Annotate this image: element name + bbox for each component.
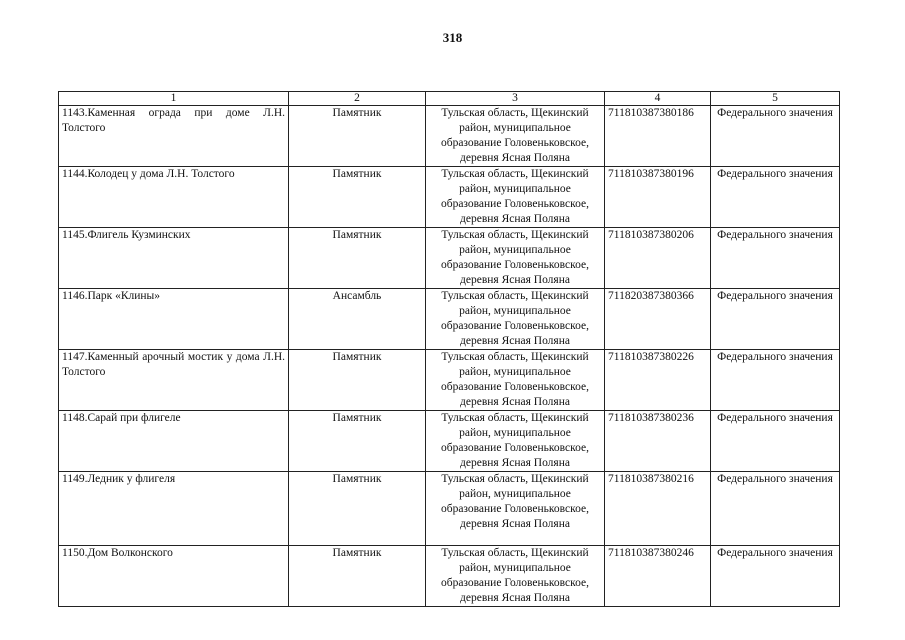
object-type: Памятник <box>289 546 426 607</box>
registry-code: 711810387380186 <box>605 106 711 167</box>
object-address: Тульская область, Щекинский район, муниципальное образование Головеньковское, деревня Ясная Поляна <box>426 106 605 167</box>
significance: Федерального значения <box>711 106 840 167</box>
object-type: Памятник <box>289 411 426 472</box>
object-type: Памятник <box>289 106 426 167</box>
object-type: Памятник <box>289 167 426 228</box>
table-row <box>59 546 840 607</box>
object-address: Тульская область, Щекинский район, муниципальное образование Головеньковское, деревня Ясная Поляна <box>426 411 605 472</box>
table-row <box>59 228 840 289</box>
column-header-5: 5 <box>711 92 840 106</box>
column-header-3: 3 <box>426 92 605 106</box>
object-address: Тульская область, Щекинский район, муниципальное образование Головеньковское, деревня Ясная Поляна <box>426 472 605 546</box>
object-type: Памятник <box>289 350 426 411</box>
column-header-2: 2 <box>289 92 426 106</box>
table-row <box>59 289 840 350</box>
table-row <box>59 350 840 411</box>
object-name: 1144.Колодец у дома Л.Н. Толстого <box>59 167 289 228</box>
object-type: Ансамбль <box>289 289 426 350</box>
object-address: Тульская область, Щекинский район, муниципальное образование Головеньковское, деревня Ясная Поляна <box>426 228 605 289</box>
column-header-1: 1 <box>59 92 289 106</box>
object-name: 1148.Сарай при флигеле <box>59 411 289 472</box>
object-address: Тульская область, Щекинский район, муниципальное образование Головеньковское, деревня Ясная Поляна <box>426 167 605 228</box>
significance: Федерального значения <box>711 472 840 546</box>
heritage-registry-table <box>58 91 840 607</box>
object-address: Тульская область, Щекинский район, муниципальное образование Головеньковское, деревня Ясная Поляна <box>426 350 605 411</box>
registry-code: 711810387380196 <box>605 167 711 228</box>
registry-code: 711810387380216 <box>605 472 711 546</box>
page-number: 318 <box>442 30 463 45</box>
object-name: 1145.Флигель Кузминских <box>59 228 289 289</box>
significance: Федерального значения <box>711 546 840 607</box>
object-type: Памятник <box>289 472 426 546</box>
object-address: Тульская область, Щекинский район, муниципальное образование Головеньковское, деревня Ясная Поляна <box>426 289 605 350</box>
table-row <box>59 472 840 546</box>
significance: Федерального значения <box>711 350 840 411</box>
object-type: Памятник <box>289 228 426 289</box>
registry-code: 711810387380226 <box>605 350 711 411</box>
registry-code: 711820387380366 <box>605 289 711 350</box>
object-address: Тульская область, Щекинский район, муниципальное образование Головеньковское, деревня Ясная Поляна <box>426 546 605 607</box>
significance: Федерального значения <box>711 289 840 350</box>
table-row <box>59 167 840 228</box>
object-name: 1149.Ледник у флигеля <box>59 472 289 546</box>
column-header-4: 4 <box>605 92 711 106</box>
table-row <box>59 411 840 472</box>
registry-code: 711810387380246 <box>605 546 711 607</box>
registry-code: 711810387380206 <box>605 228 711 289</box>
object-name: 1147.Каменный арочный мостик у дома Л.Н. Толстого <box>59 350 289 411</box>
object-name: 1146.Парк «Клины» <box>59 289 289 350</box>
registry-code: 711810387380236 <box>605 411 711 472</box>
table-row <box>59 106 840 167</box>
significance: Федерального значения <box>711 411 840 472</box>
object-name: 1143.Каменная ограда при доме Л.Н. Толстого <box>59 106 289 167</box>
table-header-row <box>59 92 840 106</box>
significance: Федерального значения <box>711 228 840 289</box>
object-name: 1150.Дом Волконского <box>59 546 289 607</box>
significance: Федерального значения <box>711 167 840 228</box>
